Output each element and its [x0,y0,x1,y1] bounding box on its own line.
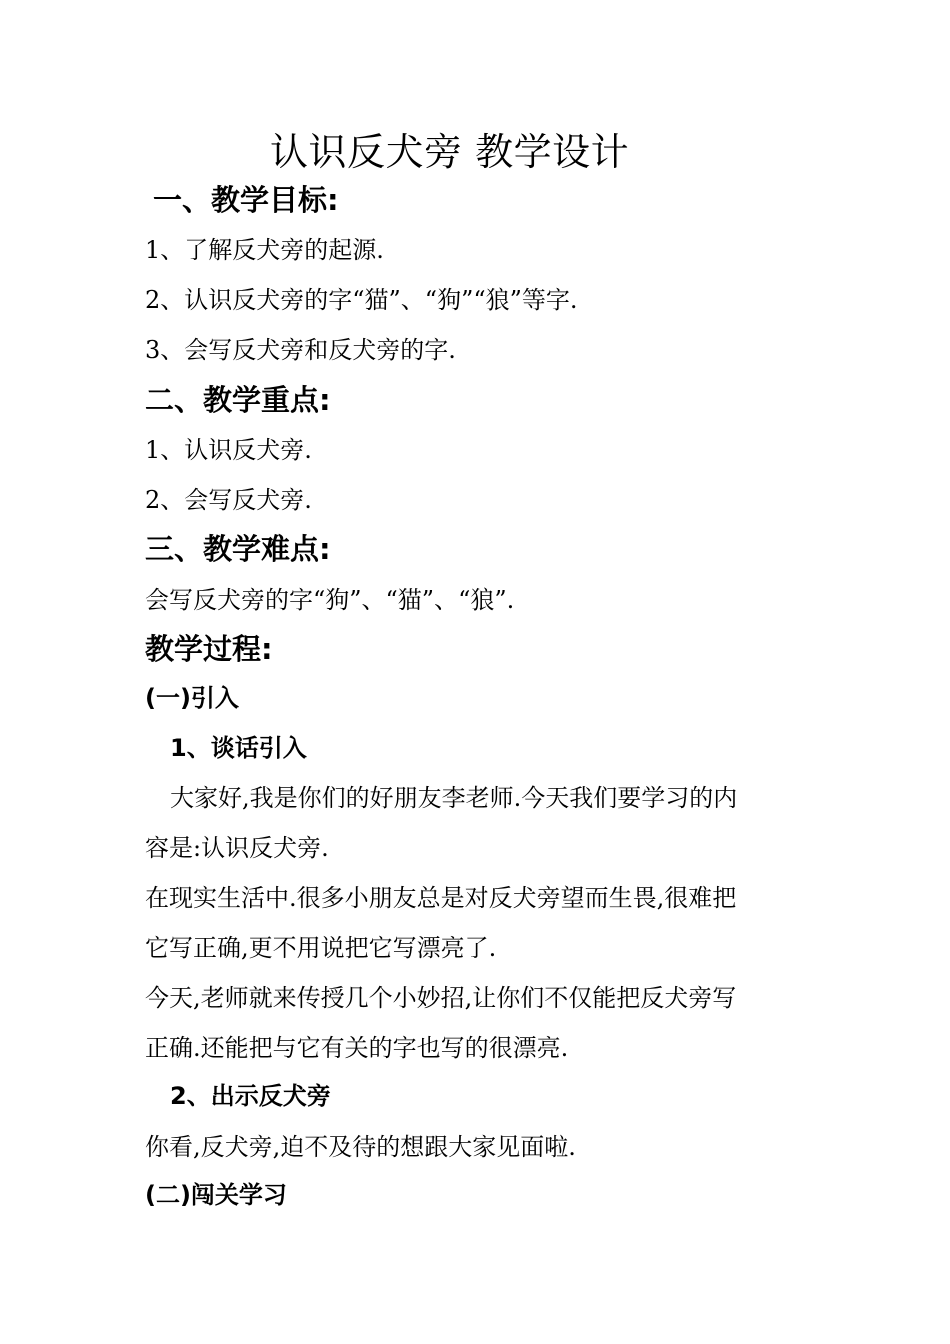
objectives-heading: 一、教学目标: [153,183,339,217]
difficulties-heading: 三、教学难点: [145,532,331,566]
process-heading: 教学过程: [145,632,273,666]
paragraph-line: 在现实生活中.很多小朋友总是对反犬旁望而生畏,很难把 [145,884,737,912]
sub1-heading: 1、谈话引入 [170,734,307,762]
objective-item: 1、了解反犬旁的起源. [145,236,384,264]
paragraph-line: 容是:认识反犬旁. [145,834,329,862]
difficulties-text: 会写反犬旁的字“狗”、“猫”、“狼”. [145,586,515,614]
sub2-text: 你看,反犬旁,迫不及待的想跟大家见面啦. [145,1133,576,1161]
key-points-heading: 二、教学重点: [145,383,331,417]
paragraph-line: 正确.还能把与它有关的字也写的很漂亮. [145,1034,569,1062]
part2-heading: (二)闯关学习 [145,1181,287,1209]
part1-heading: (一)引入 [145,684,239,712]
paragraph-line: 大家好,我是你们的好朋友李老师.今天我们要学习的内 [170,784,738,812]
paragraph-line: 今天,老师就来传授几个小妙招,让你们不仅能把反犬旁写 [145,984,737,1012]
page-title: 认识反犬旁 教学设计 [270,130,630,174]
objective-item: 3、会写反犬旁和反犬旁的字. [145,336,456,364]
objective-item: 2、认识反犬旁的字“猫”、“狗”“狼”等字. [145,286,578,314]
paragraph-line: 它写正确,更不用说把它写漂亮了. [145,934,497,962]
sub2-heading: 2、出示反犬旁 [170,1082,331,1110]
key-point-item: 1、认识反犬旁. [145,436,312,464]
key-point-item: 2、会写反犬旁. [145,486,312,514]
